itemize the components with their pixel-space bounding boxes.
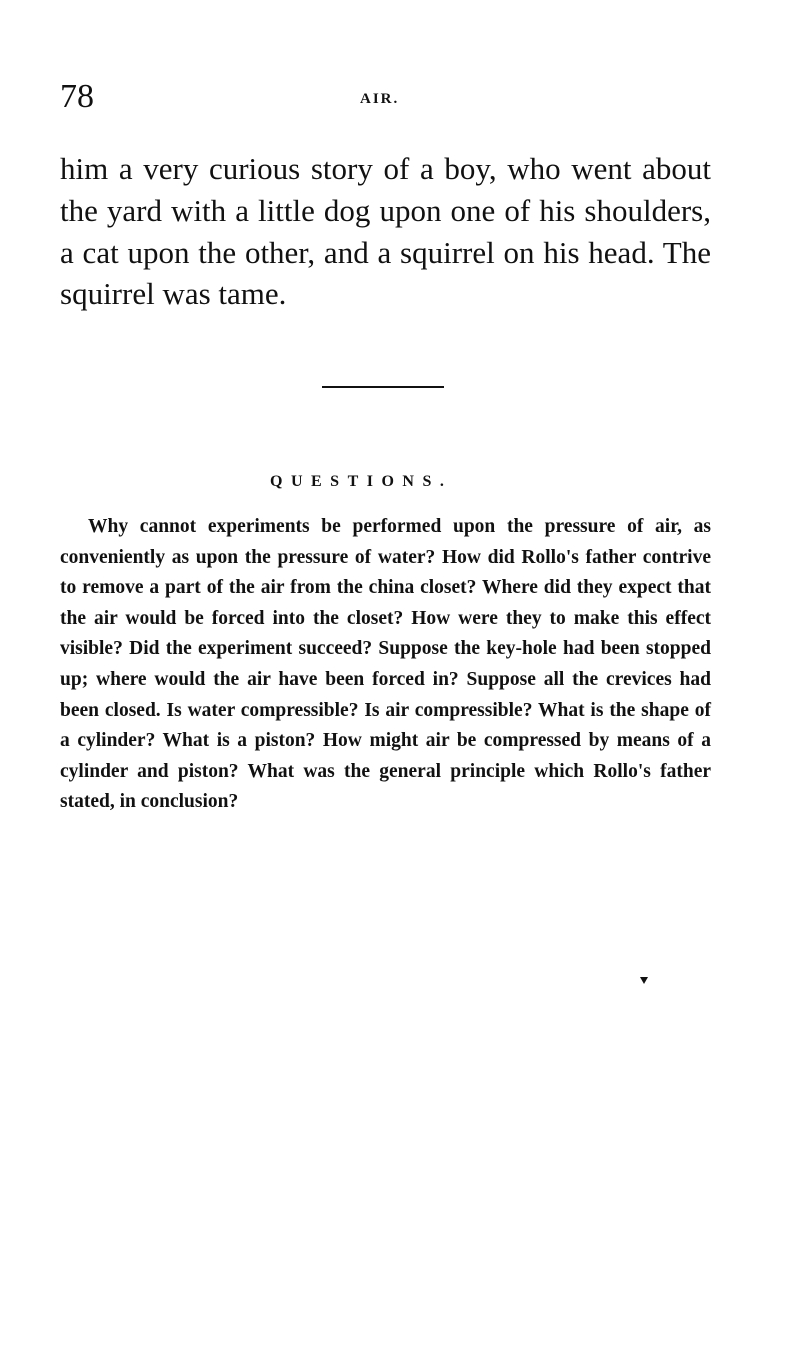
questions-paragraph: Why cannot experiments be performed upon the pressure of air, as conveniently as upon the pressure of water? How did Rollo's father contrive to remove a part of the air from the china closet? Where did they expect that the air would be forced into the closet? How were they to make this effect visible? Did the experiment succeed? Suppose the key-hole had been stopped up; where would the air have been forced in? Suppose all the crevices had been closed. Is water compressible? Is air compressible? What is the shape of a cylinder? What is a piston? How might air be compressed by means of a cylinder and piston? What was the general principle which Rollo's father stated, in conclusion?: [60, 516, 711, 813]
section-divider: [322, 386, 444, 388]
page-number: 78: [60, 78, 94, 115]
questions-heading: QUESTIONS.: [270, 473, 453, 490]
printer-mark-icon: [640, 977, 648, 984]
running-head: AIR.: [360, 91, 400, 107]
body-paragraph: him a very curious story of a boy, who went about the yard with a little dog upon one of his shoulders, a cat upon the other, and a squirrel on his head. The squirrel was tame.: [60, 151, 711, 312]
